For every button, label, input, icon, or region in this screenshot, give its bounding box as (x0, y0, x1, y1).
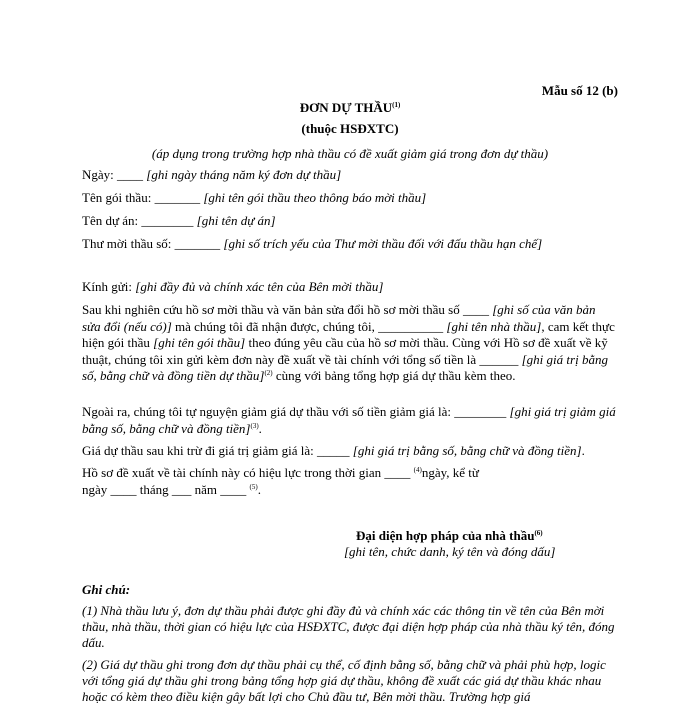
field-label: Ngày: ____ (82, 167, 147, 182)
paragraph-hint: [ghi tên gói thầu] (153, 335, 246, 350)
note-1: (1) Nhà thầu lưu ý, đơn dự thầu phải được ghi đầy đủ và chính xác các thông tin về tên của Bên mời thầu, nhà thầu, thời gian có hiệu lực của HSĐXTC, được đại diện hợp pháp của nhà thầu ký tên, đóng dấu. (82, 603, 615, 650)
bid-paragraph (82, 302, 616, 385)
addressee-hint: [ghi đầy đủ và chính xác tên của Bên mời thầu] (135, 279, 384, 294)
addressee-label: Kính gửi: (82, 279, 136, 294)
field-hint: [ghi ngày tháng năm ký đơn dự thầu] (146, 167, 342, 182)
field-label: Tên dự án: ________ (82, 213, 197, 228)
paragraph-text: ngày ____ tháng ___ năm ____ (82, 481, 250, 497)
paragraph-hint: [ghi giá trị giảm giá bằng số, bằng chữ và đồng tiền] (82, 404, 616, 436)
paragraph-hint: [ghi số của văn bản sửa đổi (nếu có)] (82, 302, 596, 334)
signature-title (356, 527, 543, 544)
footnote-marker: (3) (250, 421, 259, 430)
document-title (0, 99, 700, 116)
footnote-marker: (5) (249, 482, 258, 491)
paragraph-text: Sau khi nghiên cứu hồ sơ mời thầu và văn bản sửa đổi hồ sơ mời thầu số ____ (82, 302, 493, 317)
paragraph-hint: [ghi giá trị bằng số, bằng chữ và đồng tiền dự thầu] (82, 351, 608, 383)
footnote-marker: (6) (534, 529, 543, 537)
paragraph-text: mà chúng tôi đã nhận được, chúng tôi, __________ (171, 318, 447, 334)
signature-hint: [ghi tên, chức danh, ký tên và đóng dấu] (344, 544, 556, 559)
paragraph-text: , cam kết thực hiện gói thầu (82, 318, 615, 350)
notes-heading: Ghi chú: (82, 582, 131, 597)
validity-line-2 (82, 482, 616, 499)
field-label: Tên gói thầu: _______ (82, 190, 204, 205)
field-hint: [ghi tên dự án] (196, 213, 276, 228)
paragraph-text: theo đúng yêu cầu của hồ sơ mời thầu. Cùng với Hồ sơ đề xuất về kỹ thuật, chúng tôi xin gửi kèm đơn này đề xuất về tài chính với tổng số tiền là ______ (82, 335, 608, 367)
field-label: Thư mời thầu số: _______ (82, 236, 224, 251)
paragraph-text: ngày, kể từ (421, 465, 479, 480)
validity-paragraph (82, 465, 616, 498)
field-hint: [ghi tên gói thầu theo thông báo mời thầu] (203, 190, 427, 205)
signature-title-text: Đại diện hợp pháp của nhà thầu (356, 528, 535, 543)
footnote-marker: (2) (264, 369, 273, 377)
addressee (82, 278, 383, 295)
field-invitation-number (82, 235, 542, 252)
field-package-name (82, 189, 426, 206)
field-date (82, 166, 341, 183)
form-number: Mẫu số 12 (b) (541, 83, 618, 98)
footnote-marker: (4) (413, 466, 422, 474)
note-2: (2) Giá dự thầu ghi trong đơn dự thầu phải cụ thể, cố định bằng số, bằng chữ và phải phù hợp, logic với tổng giá dự thầu ghi trong bảng tổng hợp giá dự thầu, không đề xuất các giá dự thầu khác nhau hoặc có kèm theo điều kiện gây bất lợi cho Chủ đầu tư, Bên mời thầu. Trường hợp giá (82, 657, 606, 704)
paragraph-text: Hồ sơ đề xuất về tài chính này có hiệu lực trong thời gian ____ (82, 465, 414, 480)
paragraph-text: Ngoài ra, chúng tôi tự nguyện giảm giá dự thầu với số tiền giảm giá là: ________ (82, 404, 510, 419)
title-text: ĐƠN DỰ THẦU (299, 100, 393, 115)
paragraph-hint: [ghi giá trị bằng số, bằng chữ và đồng tiền] (352, 443, 582, 458)
paragraph-text: . (258, 420, 262, 436)
paragraph-text: . (257, 481, 261, 497)
document-subtitle: (thuộc HSĐXTC) (301, 121, 399, 136)
applicability-note: (áp dụng trong trường hợp nhà thầu có đề xuất giảm giá trong đơn dự thầu) (151, 146, 549, 161)
title-footnote: (1) (392, 101, 401, 109)
net-price-paragraph (82, 443, 616, 460)
discount-paragraph (82, 404, 616, 437)
paragraph-text: . (581, 443, 585, 458)
paragraph-hint: [ghi tên nhà thầu] (446, 318, 542, 334)
paragraph-text: cùng với bảng tổng hợp giá dự thầu kèm theo. (272, 368, 516, 383)
validity-line-1 (82, 465, 616, 482)
field-hint: [ghi số trích yếu của Thư mời thầu đối với đấu thầu hạn chế] (223, 236, 543, 251)
paragraph-text: Giá dự thầu sau khi trừ đi giá trị giảm giá là: _____ (82, 443, 353, 458)
field-project-name (82, 212, 276, 229)
